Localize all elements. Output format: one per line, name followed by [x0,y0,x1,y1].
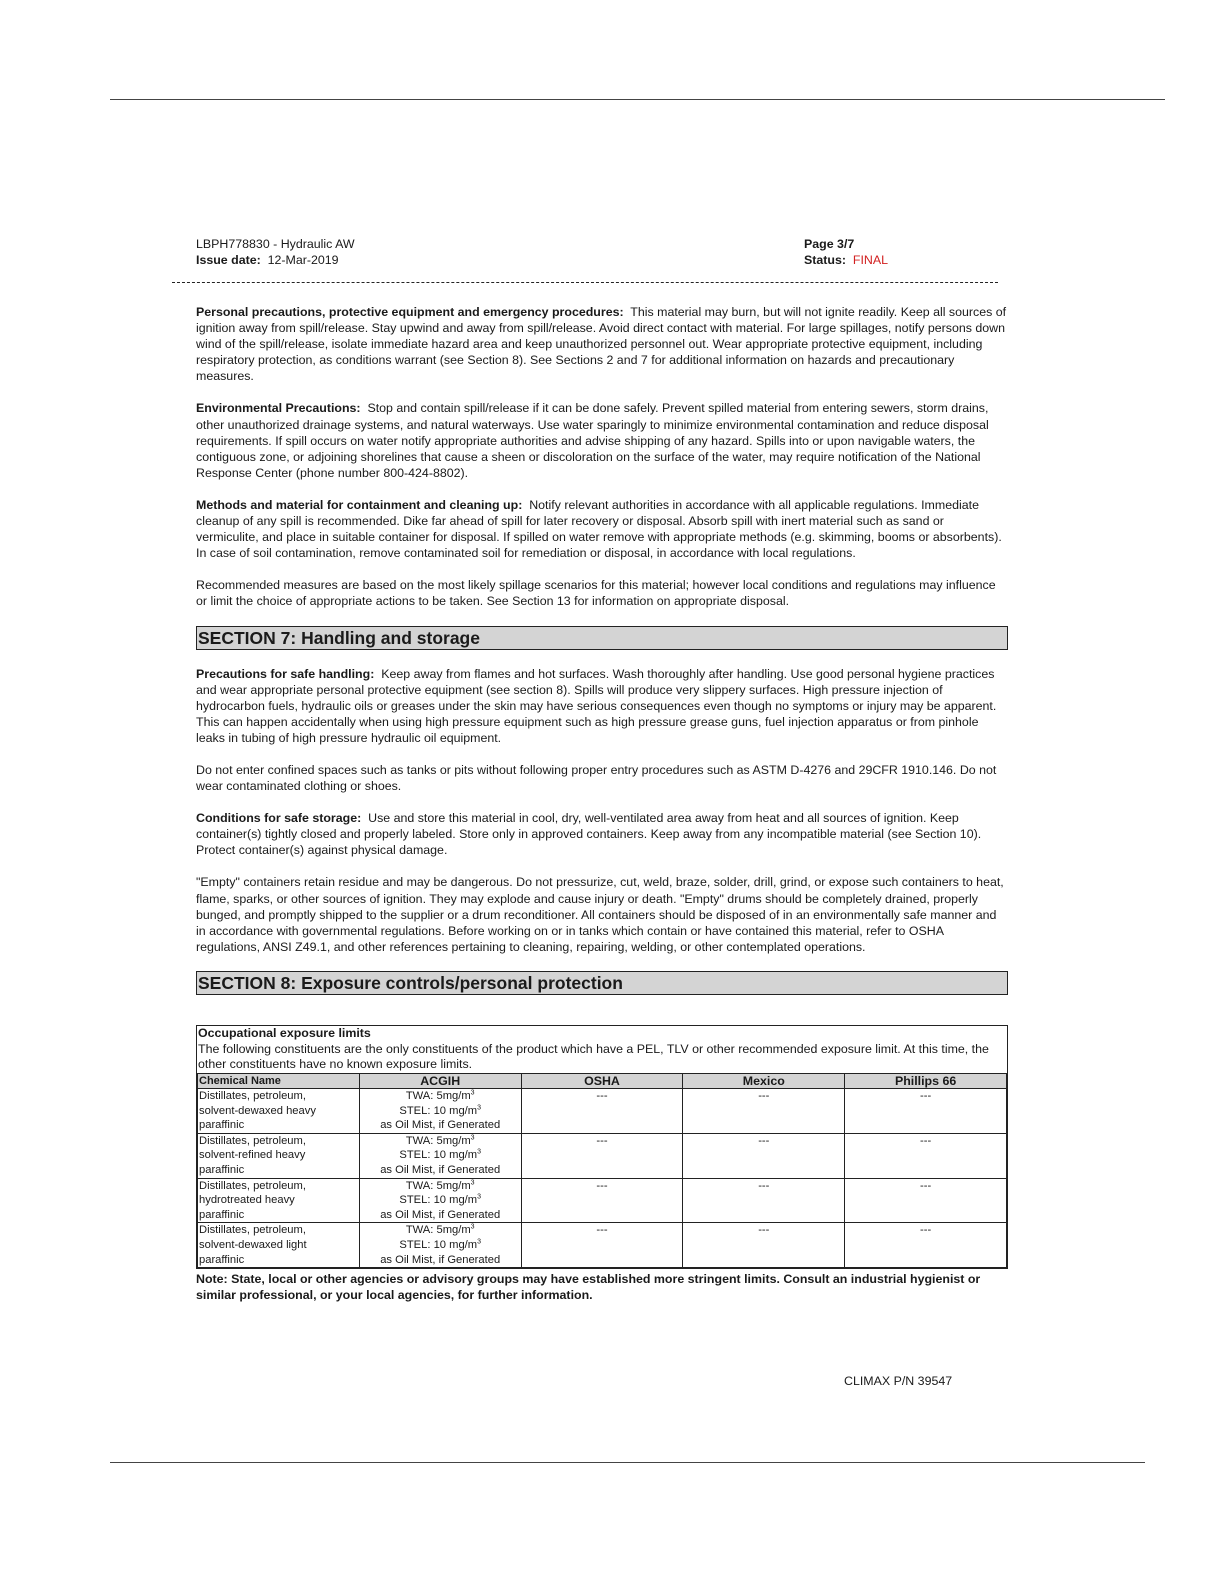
dashed-separator [172,282,998,283]
exposure-limits-box [196,1025,1008,1269]
confined-spaces: Do not enter confined spaces such as tanks or pits without following proper entry procedures such as ASTM D-4276 and 29CFR 1910.146. Do not wear contaminated clothing or shoes. [196,762,997,794]
status-value: FINAL [852,253,889,268]
chemical-name-cell: Distillates, petroleum, solvent-dewaxed heavy paraffinic [198,1089,360,1134]
osha-cell: --- [521,1133,683,1178]
bottom-rule [110,1462,1145,1463]
col-phillips-66: Phillips 66 [845,1074,1007,1089]
safe-handling [196,666,1008,746]
chemical-name-cell: Distillates, petroleum, solvent-refined heavy paraffinic [198,1133,360,1178]
containment-methods-text: Notify relevant authorities in accordance with all applicable regulations. Immediate cleanup of any spill is recommended. Dike far ahead of spill for later recovery or disposal. Absorb spill with inert material such as sand or vermiculite, and place in suitable container for disposal. If spilled on water remove with appropriate methods (e.g. skimming, booms or absorbents). In case of soil contamination, remove contaminated soil for remediation or disposal, in accordance with local regulations. [196,497,1002,561]
page-content [196,236,1008,1303]
osha-cell: --- [521,1223,683,1268]
header-right [804,236,888,268]
recommended-measures: Recommended measures are based on the most likely spillage scenarios for this material; however local conditions and regulations may influence or limit the choice of appropriate actions to be taken. See Section 13 for information on appropriate disposal. [196,578,996,609]
acgih-cell: TWA: $5mg/m^3$ STEL: 10 $mg/m^3$ as Oil Mist, if Generated [359,1133,521,1178]
table-row [198,1223,1007,1268]
table-row [198,1178,1007,1223]
status-line [804,252,888,268]
part-number: CLIMAX P/N 39547 [844,1374,953,1388]
acgih-cell: TWA: $5mg/m^3$ STEL: 10 $mg/m^3$ as Oil Mist, if Generated [359,1178,521,1223]
exposure-limits-table [197,1073,1007,1268]
acgih-cell: TWA: $5mg/m^3$ STEL: 10 $mg/m^3$ as Oil Mist, if Generated [359,1089,521,1134]
col-osha: OSHA [521,1074,683,1089]
mexico-cell: --- [683,1089,845,1134]
chemical-name-cell: Distillates, petroleum, hydrotreated heavy paraffinic [198,1178,360,1223]
mexico-cell: --- [683,1178,845,1223]
exposure-limits-description: The following constituents are the only constituents of the product which have a PEL, TLV or other recommended exposure limit. At this time, the other constituents have no known exposure limits. [198,1041,989,1072]
status-label: Status: [804,253,846,268]
phillips-66-cell: --- [845,1133,1007,1178]
personal-precautions-label: Personal precautions, protective equipment and emergency procedures: [196,305,624,319]
phillips-66-cell: --- [845,1223,1007,1268]
issue-date-label: Issue date: [196,253,261,268]
environmental-precautions-label: Environmental Precautions: [196,401,361,416]
page-header [196,236,1008,270]
safe-handling-text: Keep away from flames and hot surfaces. Wash thoroughly after handling. Use good personal hygiene practices and wear appropriate personal protective equipment (see section 8). Spills will produce very slippery surfaces. High pressure injection of hydrocarbon fuels, hydraulic oils or greases under the skin may have serious consequences even though no symptoms or injury may be apparent. This can happen accidentally when using high pressure equipment such as high pressure grease guns, fuel injection apparatus or from pinhole leaks in tubing of high pressure hydraulic oil equipment. [196,666,997,745]
empty-containers: "Empty" containers retain residue and may be dangerous. Do not pressurize, cut, weld, braze, solder, drill, grind, or expose such containers to heat, flame, sparks, or other sources of ignition. They may explode and cause injury or death. "Empty" drums should be completely drained, properly bunged, and promptly shipped to the supplier or a drum reconditioner. All containers should be disposed of in an environmentally safe manner and in accordance with governmental regulations. Before working on or in tanks which contain or have contained this material, refer to OSHA regulations, ANSI Z49.1, and other references pertaining to cleaning, repairing, welding, or other contemplated operations. [196,875,1004,954]
safe-storage [196,810,1008,858]
osha-cell: --- [521,1178,683,1223]
table-row [198,1089,1007,1134]
containment-methods-label: Methods and material for containment and cleaning up: [196,497,523,512]
phillips-66-cell: --- [845,1178,1007,1223]
personal-precautions-text: This material may burn, but will not ignite readily. Keep all sources of ignition away from spill/release. Stay upwind and away from spill/release. Avoid direct contact with material. For large spillages, notify persons down wind of the spill/release, isolate immediate hazard area and keep unauthorized personnel out. Wear appropriate protective equipment, including respiratory protection, as conditions warrant (see Section 8). See Sections 2 and 7 for additional information on hazards and precautionary measures. [196,305,1007,384]
col-acgih: ACGIH [359,1074,521,1089]
page-number: Page 3/7 [804,237,855,251]
personal-precautions [196,304,1008,384]
osha-cell: --- [521,1089,683,1134]
col-chemical-name: Chemical Name [198,1074,360,1089]
environmental-precautions-text: Stop and contain spill/release if it can be done safely. Prevent spilled material from entering sewers, storm drains, other unauthorized drainage systems, and natural waterways. Use water sparingly to minimize environmental contamination and reduce disposal requirements. If spill occurs on water notify appropriate authorities and advise shipping of any hazard. Spills into or upon navigable waters, the contiguous zone, or adjoining shorelines that cause a sheen or discoloration on the surface of the water, may require notification of the National Response Center (phone number 800-424-8802). [196,401,989,480]
chemical-name-cell: Distillates, petroleum, solvent-dewaxed light paraffinic [198,1223,360,1268]
exposure-note: Note: State, local or other agencies or advisory groups may have established more stringent limits. Consult an industrial hygienist or similar professional, or your local agencies, for further information. [196,1272,981,1303]
environmental-precautions [196,400,1008,480]
acgih-cell: TWA: $5mg/m^3$ STEL: 10 $mg/m^3$ as Oil Mist, if Generated [359,1223,521,1268]
safe-storage-text: Use and store this material in cool, dry, well-ventilated area away from heat and all sources of ignition. Keep container(s) tightly closed and properly labeled. Store only in approved containers. Keep away from any incompatible material (see Section 10). Protect container(s) against physical damage. [196,811,982,858]
phillips-66-cell: --- [845,1089,1007,1134]
issue-date-line [196,252,355,268]
table-row [198,1133,1007,1178]
section-8-heading: SECTION 8: Exposure controls/personal protection [196,971,1008,995]
exposure-limits-title: Occupational exposure limits [198,1025,371,1040]
safe-storage-label: Conditions for safe storage: [196,811,362,826]
mexico-cell: --- [683,1133,845,1178]
safe-handling-label: Precautions for safe handling: [196,666,375,681]
section-7-heading: SECTION 7: Handling and storage [196,626,1008,650]
doc-id: LBPH778830 - Hydraulic AW [196,237,355,251]
table-header-row [198,1074,1007,1089]
col-mexico: Mexico [683,1074,845,1089]
mexico-cell: --- [683,1223,845,1268]
issue-date-value: 12-Mar-2019 [267,253,339,268]
containment-methods [196,497,1008,561]
top-rule [110,99,1165,100]
header-left [196,236,355,268]
